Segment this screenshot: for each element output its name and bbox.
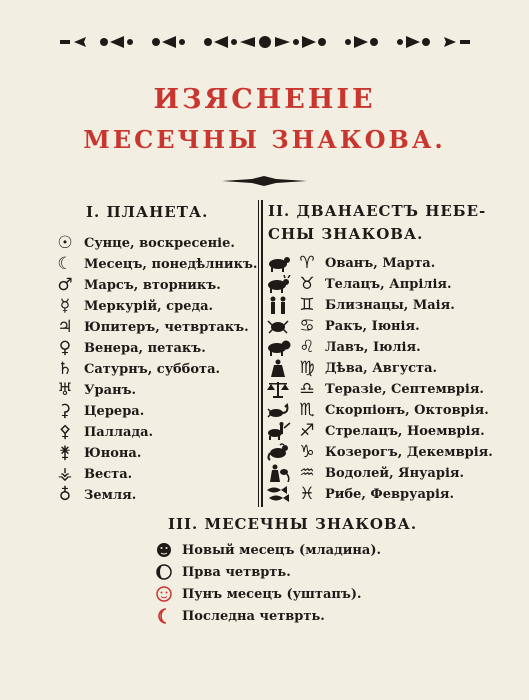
signs-heading-line-1: II. ДВАНАЕСТЪ НЕБЕ- xyxy=(268,202,487,220)
header-ornament-icon xyxy=(60,34,470,50)
sign-text: Рибе, Февруарія. xyxy=(325,486,455,502)
planet-text: Паллада. xyxy=(84,424,154,440)
phase-row xyxy=(156,540,381,560)
sign-row xyxy=(265,400,489,420)
planet-row xyxy=(54,317,249,337)
aquarius-icon: ♒ xyxy=(299,463,315,483)
planet-row xyxy=(54,380,136,400)
scorpion-figure-icon xyxy=(265,401,291,419)
planet-row xyxy=(54,275,221,295)
leo-icon: ♌ xyxy=(299,337,315,357)
archer-figure-icon xyxy=(265,422,291,440)
scales-figure-icon xyxy=(265,380,291,398)
bull-figure-icon xyxy=(265,275,291,293)
planet-row xyxy=(54,338,206,358)
phase-row xyxy=(156,584,362,604)
sign-row xyxy=(265,442,493,462)
signs-heading xyxy=(268,200,498,246)
uranus-icon: ♅ xyxy=(57,380,73,400)
planet-row xyxy=(54,443,141,463)
sign-text: Козерогъ, Декемврія. xyxy=(325,444,493,460)
venus-icon: ♀ xyxy=(58,338,72,358)
pallas-icon: ⚴ xyxy=(58,422,72,442)
planet-text: Меркурій, среда. xyxy=(84,298,214,314)
sign-text: Близнацы, Маія. xyxy=(325,297,455,313)
title-line-1: ИЗЯСНЕНІЕ xyxy=(153,84,376,115)
divider-ornament-icon xyxy=(222,176,307,186)
lion-figure-icon xyxy=(265,338,291,356)
sign-text: Ованъ, Марта. xyxy=(325,255,436,271)
planet-row xyxy=(54,296,213,316)
maiden-figure-icon xyxy=(265,359,291,377)
new-moon-icon xyxy=(156,542,172,558)
gemini-icon: ♊ xyxy=(299,295,315,315)
sign-text: Водолей, Януарія. xyxy=(325,465,465,481)
scorpio-icon: ♏ xyxy=(299,400,315,420)
phase-text: Прва четврть. xyxy=(182,564,291,580)
sign-row xyxy=(265,274,452,294)
planet-text: Сатурнъ, суббота. xyxy=(84,361,221,377)
sign-text: Лавъ, Іюлія. xyxy=(325,339,421,355)
sign-text: Теразіе, Септемврія. xyxy=(325,381,484,397)
earth-icon: ♁ xyxy=(58,485,72,505)
planet-text: Уранъ. xyxy=(84,382,137,398)
sign-row xyxy=(265,295,455,315)
planet-text: Церера. xyxy=(84,403,145,419)
phase-row xyxy=(156,562,291,582)
signs-heading-line-2: СНЫ ЗНАКОВА. xyxy=(268,225,424,243)
full-moon-icon xyxy=(156,586,172,602)
capricorn-icon: ♑ xyxy=(299,442,315,462)
planet-row xyxy=(54,254,257,274)
cancer-icon: ♋ xyxy=(299,316,315,336)
fish-figure-icon xyxy=(265,485,291,503)
ceres-icon: ⚳ xyxy=(58,401,72,421)
planet-row xyxy=(54,359,220,379)
planet-row xyxy=(54,422,153,442)
water-bearer-figure-icon xyxy=(265,464,291,482)
phase-row xyxy=(156,606,325,626)
pisces-icon: ♓ xyxy=(299,484,315,504)
phases-heading: III. МЕСЕЧНЫ ЗНАКОВА. xyxy=(168,515,418,533)
sun-icon: ☉ xyxy=(57,233,73,253)
sign-row xyxy=(265,253,435,273)
sign-row xyxy=(265,337,421,357)
sign-text: Ракъ, Іюнія. xyxy=(325,318,420,334)
planet-text: Марсъ, вторникъ. xyxy=(84,277,221,293)
first-quarter-icon xyxy=(156,564,172,580)
planet-row xyxy=(54,233,235,253)
libra-icon: ♎ xyxy=(299,379,315,399)
juno-icon: ⚵ xyxy=(58,443,72,463)
moon-icon: ☾ xyxy=(57,254,73,274)
phase-text: Новый месецъ (младина). xyxy=(182,542,381,558)
column-divider xyxy=(261,200,263,507)
sign-row xyxy=(265,484,454,504)
planet-text: Сунце, воскресеніе. xyxy=(84,235,235,251)
jupiter-icon: ♃ xyxy=(57,317,73,337)
mercury-icon: ☿ xyxy=(59,296,71,316)
column-divider-thin xyxy=(258,200,259,507)
vesta-icon: ⚶ xyxy=(57,464,73,484)
planet-text: Юнона. xyxy=(84,445,142,461)
twins-figure-icon xyxy=(265,296,291,314)
sign-row xyxy=(265,463,464,483)
goat-figure-icon xyxy=(265,443,291,461)
ram-figure-icon xyxy=(265,254,291,272)
phase-text: Пунъ месецъ (уштапъ). xyxy=(182,586,362,602)
mars-icon: ♂ xyxy=(57,275,73,295)
virgo-icon: ♍ xyxy=(299,358,315,378)
planet-row xyxy=(54,401,144,421)
sign-text: Скорпіонъ, Октоврія. xyxy=(325,402,489,418)
planet-row xyxy=(54,464,132,484)
sign-text: Стрелацъ, Ноемврія. xyxy=(325,423,485,439)
sign-row xyxy=(265,316,420,336)
title-line-2: МЕСЕЧНЫ ЗНАКОВА. xyxy=(83,125,446,154)
taurus-icon: ♉ xyxy=(299,274,315,294)
saturn-icon: ♄ xyxy=(57,359,73,379)
planet-text: Веста. xyxy=(84,466,133,482)
sagittarius-icon: ♐ xyxy=(299,421,315,441)
planet-text: Месецъ, понедѣлникъ. xyxy=(84,256,258,272)
phase-text: Последна четврть. xyxy=(182,608,325,624)
planet-text: Венера, петакъ. xyxy=(84,340,206,356)
sign-row xyxy=(265,358,437,378)
planet-text: Земля. xyxy=(84,487,137,503)
planet-text: Юпитеръ, четвртакъ. xyxy=(84,319,249,335)
sign-text: Дѣва, Августа. xyxy=(325,360,438,376)
sign-row xyxy=(265,421,485,441)
planets-heading: I. ПЛАНЕТА. xyxy=(86,203,209,221)
crab-figure-icon xyxy=(265,317,291,335)
aries-icon: ♈ xyxy=(299,253,315,273)
last-quarter-icon xyxy=(156,608,172,624)
sign-text: Телацъ, Апрілія. xyxy=(325,276,452,292)
planet-row xyxy=(54,485,136,505)
sign-row xyxy=(265,379,484,399)
